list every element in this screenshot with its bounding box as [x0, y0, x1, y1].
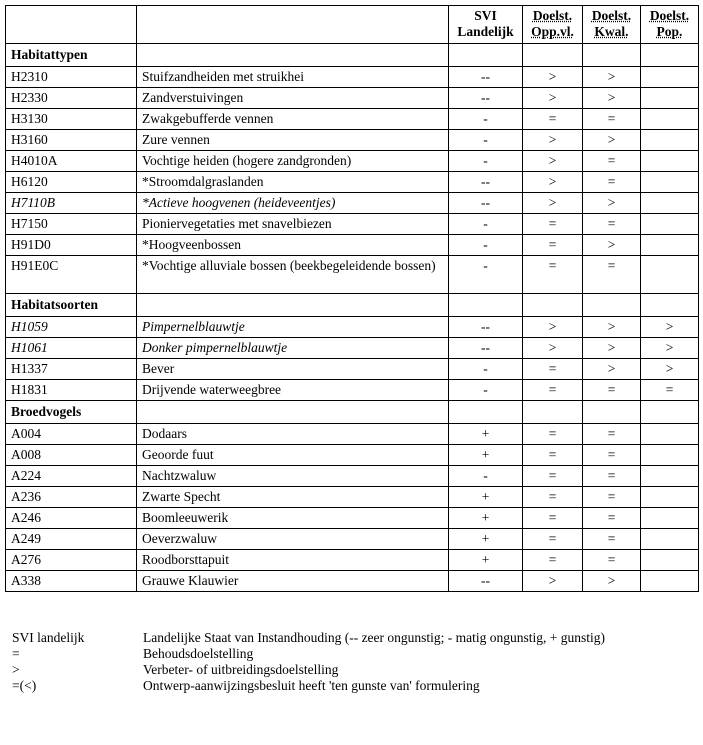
table-row [6, 550, 699, 571]
section-empty-cell [449, 401, 523, 424]
svi-cell: -- [449, 88, 523, 109]
section-empty-cell [583, 294, 641, 317]
section-empty-cell [137, 44, 449, 67]
section-empty-cell [523, 401, 583, 424]
kwal-cell: > [583, 193, 641, 214]
kwal-cell: = [583, 172, 641, 193]
name-cell: Geoorde fuut [137, 445, 449, 466]
legend-row [12, 630, 692, 646]
svi-cell: - [449, 256, 523, 294]
code-cell: H91D0 [6, 235, 137, 256]
section-empty-cell [641, 294, 699, 317]
legend-row [12, 662, 692, 678]
pop-cell: > [641, 338, 699, 359]
legend [12, 630, 692, 694]
svi-cell: + [449, 529, 523, 550]
name-cell: *Hoogveenbossen [137, 235, 449, 256]
opp-cell: > [523, 151, 583, 172]
svi-cell: -- [449, 571, 523, 592]
code-cell: H6120 [6, 172, 137, 193]
svi-cell: + [449, 424, 523, 445]
kwal-cell: = [583, 487, 641, 508]
table-row [6, 109, 699, 130]
svi-cell: - [449, 380, 523, 401]
kwal-cell: = [583, 466, 641, 487]
section-empty-cell [137, 294, 449, 317]
table-row [6, 172, 699, 193]
opp-cell: > [523, 571, 583, 592]
table-row [6, 487, 699, 508]
pop-cell [641, 508, 699, 529]
code-cell: H1831 [6, 380, 137, 401]
kwal-cell: > [583, 235, 641, 256]
section-empty-cell [523, 44, 583, 67]
kwal-cell: > [583, 317, 641, 338]
code-cell: H2310 [6, 67, 137, 88]
pop-cell [641, 109, 699, 130]
opp-cell: = [523, 359, 583, 380]
code-cell: H2330 [6, 88, 137, 109]
legend-row [12, 678, 692, 694]
code-cell: A224 [6, 466, 137, 487]
svi-cell: - [449, 214, 523, 235]
pop-cell [641, 151, 699, 172]
kwal-cell: = [583, 256, 641, 294]
header-svi: SVI Landelijk [449, 6, 523, 44]
svi-cell: -- [449, 338, 523, 359]
name-cell: Vochtige heiden (hogere zandgronden) [137, 151, 449, 172]
code-cell: A236 [6, 487, 137, 508]
name-cell: *Vochtige alluviale bossen (beekbegeleidende bossen) [137, 256, 449, 294]
legend-row [12, 646, 692, 662]
legend-value: Behoudsdoelstelling [143, 646, 254, 661]
kwal-cell: = [583, 529, 641, 550]
kwal-cell: > [583, 67, 641, 88]
section-empty-cell [641, 44, 699, 67]
svi-cell: -- [449, 172, 523, 193]
svi-cell: - [449, 151, 523, 172]
header-pop: Doelst. Pop. [641, 6, 699, 44]
opp-cell: = [523, 466, 583, 487]
code-cell: A249 [6, 529, 137, 550]
code-cell: A246 [6, 508, 137, 529]
pop-cell [641, 235, 699, 256]
section-empty-cell [449, 294, 523, 317]
svi-cell: + [449, 550, 523, 571]
header-kwal: Doelst. Kwal. [583, 6, 641, 44]
name-cell: Donker pimpernelblauwtje [137, 338, 449, 359]
svi-cell: -- [449, 67, 523, 88]
code-cell: H3130 [6, 109, 137, 130]
kwal-cell: = [583, 424, 641, 445]
table-row [6, 338, 699, 359]
opp-cell: = [523, 487, 583, 508]
table-row [6, 151, 699, 172]
kwal-cell: > [583, 359, 641, 380]
code-cell: H91E0C [6, 256, 137, 294]
section-empty-cell [583, 44, 641, 67]
svi-cell: -- [449, 317, 523, 338]
svi-cell: - [449, 466, 523, 487]
section-header [6, 44, 699, 67]
opp-cell: = [523, 445, 583, 466]
pop-cell: > [641, 317, 699, 338]
opp-cell: > [523, 338, 583, 359]
kwal-cell: = [583, 109, 641, 130]
table-row [6, 130, 699, 151]
name-cell: Zwarte Specht [137, 487, 449, 508]
name-cell: Zandverstuivingen [137, 88, 449, 109]
header-empty-name [137, 6, 449, 44]
name-cell: Nachtzwaluw [137, 466, 449, 487]
name-cell: Grauwe Klauwier [137, 571, 449, 592]
code-cell: H7110B [6, 193, 137, 214]
code-cell: A004 [6, 424, 137, 445]
pop-cell [641, 172, 699, 193]
legend-value: Ontwerp-aanwijzingsbesluit heeft 'ten gunste van' formulering [143, 678, 480, 693]
section-empty-cell [583, 401, 641, 424]
opp-cell: > [523, 193, 583, 214]
svi-cell: + [449, 508, 523, 529]
code-cell: H7150 [6, 214, 137, 235]
table-row [6, 88, 699, 109]
table-row [6, 571, 699, 592]
table-row [6, 193, 699, 214]
pop-cell [641, 550, 699, 571]
kwal-cell: = [583, 214, 641, 235]
name-cell: Bever [137, 359, 449, 380]
name-cell: Zure vennen [137, 130, 449, 151]
pop-cell [641, 445, 699, 466]
section-title: Habitattypen [6, 44, 137, 67]
code-cell: H1061 [6, 338, 137, 359]
opp-cell: > [523, 130, 583, 151]
opp-cell: = [523, 508, 583, 529]
table-row [6, 424, 699, 445]
section-header [6, 401, 699, 424]
name-cell: Oeverzwaluw [137, 529, 449, 550]
pop-cell [641, 424, 699, 445]
opp-cell: > [523, 317, 583, 338]
legend-key: > [12, 662, 20, 677]
table-row [6, 256, 699, 294]
opp-cell: = [523, 550, 583, 571]
name-cell: *Actieve hoogvenen (heideveentjes) [137, 193, 449, 214]
section-title: Broedvogels [6, 401, 137, 424]
header-opp: Doelst. Opp.vl. [523, 6, 583, 44]
kwal-cell: = [583, 508, 641, 529]
svi-cell: - [449, 130, 523, 151]
opp-cell: = [523, 256, 583, 294]
kwal-cell: > [583, 571, 641, 592]
svi-cell: - [449, 109, 523, 130]
kwal-cell: = [583, 151, 641, 172]
table-row [6, 445, 699, 466]
name-cell: Pimpernelblauwtje [137, 317, 449, 338]
opp-cell: > [523, 172, 583, 193]
header-empty-code [6, 6, 137, 44]
legend-key: SVI landelijk [12, 630, 85, 645]
kwal-cell: = [583, 380, 641, 401]
pop-cell [641, 67, 699, 88]
code-cell: H1337 [6, 359, 137, 380]
opp-cell: = [523, 235, 583, 256]
kwal-cell: > [583, 130, 641, 151]
table-row [6, 67, 699, 88]
section-empty-cell [449, 44, 523, 67]
header-row [6, 6, 699, 44]
pop-cell [641, 193, 699, 214]
pop-cell [641, 88, 699, 109]
name-cell: Zwakgebufferde vennen [137, 109, 449, 130]
kwal-cell: > [583, 338, 641, 359]
opp-cell: = [523, 380, 583, 401]
table-row [6, 508, 699, 529]
legend-value: Landelijke Staat van Instandhouding (-- zeer ongunstig; - matig ongunstig, + gunstig) [143, 630, 606, 645]
table-row [6, 317, 699, 338]
kwal-cell: > [583, 88, 641, 109]
kwal-cell: = [583, 550, 641, 571]
name-cell: Pioniervegetaties met snavelbiezen [137, 214, 449, 235]
opp-cell: = [523, 214, 583, 235]
opp-cell: = [523, 529, 583, 550]
name-cell: Drijvende waterweegbree [137, 380, 449, 401]
pop-cell [641, 529, 699, 550]
table-row [6, 214, 699, 235]
opp-cell: = [523, 424, 583, 445]
code-cell: H4010A [6, 151, 137, 172]
svi-cell: + [449, 487, 523, 508]
pop-cell: > [641, 359, 699, 380]
pop-cell [641, 256, 699, 294]
table-row [6, 466, 699, 487]
table-row [6, 359, 699, 380]
section-title: Habitatsoorten [6, 294, 137, 317]
section-empty-cell [523, 294, 583, 317]
section-empty-cell [137, 401, 449, 424]
pop-cell [641, 571, 699, 592]
name-cell: Boomleeuwerik [137, 508, 449, 529]
svi-cell: - [449, 359, 523, 380]
svi-cell: - [449, 235, 523, 256]
code-cell: H3160 [6, 130, 137, 151]
table-row [6, 235, 699, 256]
pop-cell [641, 487, 699, 508]
table-row [6, 529, 699, 550]
legend-key: = [12, 646, 20, 661]
name-cell: *Stroomdalgraslanden [137, 172, 449, 193]
opp-cell: > [523, 67, 583, 88]
section-empty-cell [641, 401, 699, 424]
name-cell: Stuifzandheiden met struikhei [137, 67, 449, 88]
code-cell: H1059 [6, 317, 137, 338]
opp-cell: = [523, 109, 583, 130]
pop-cell [641, 130, 699, 151]
svi-cell: -- [449, 193, 523, 214]
code-cell: A338 [6, 571, 137, 592]
legend-key: =(<) [12, 678, 37, 693]
conservation-goals-table [5, 5, 699, 592]
pop-cell: = [641, 380, 699, 401]
pop-cell [641, 214, 699, 235]
svi-cell: + [449, 445, 523, 466]
legend-value: Verbeter- of uitbreidingsdoelstelling [143, 662, 339, 677]
code-cell: A276 [6, 550, 137, 571]
name-cell: Roodborsttapuit [137, 550, 449, 571]
table-row [6, 380, 699, 401]
kwal-cell: = [583, 445, 641, 466]
pop-cell [641, 466, 699, 487]
name-cell: Dodaars [137, 424, 449, 445]
section-header [6, 294, 699, 317]
opp-cell: > [523, 88, 583, 109]
code-cell: A008 [6, 445, 137, 466]
